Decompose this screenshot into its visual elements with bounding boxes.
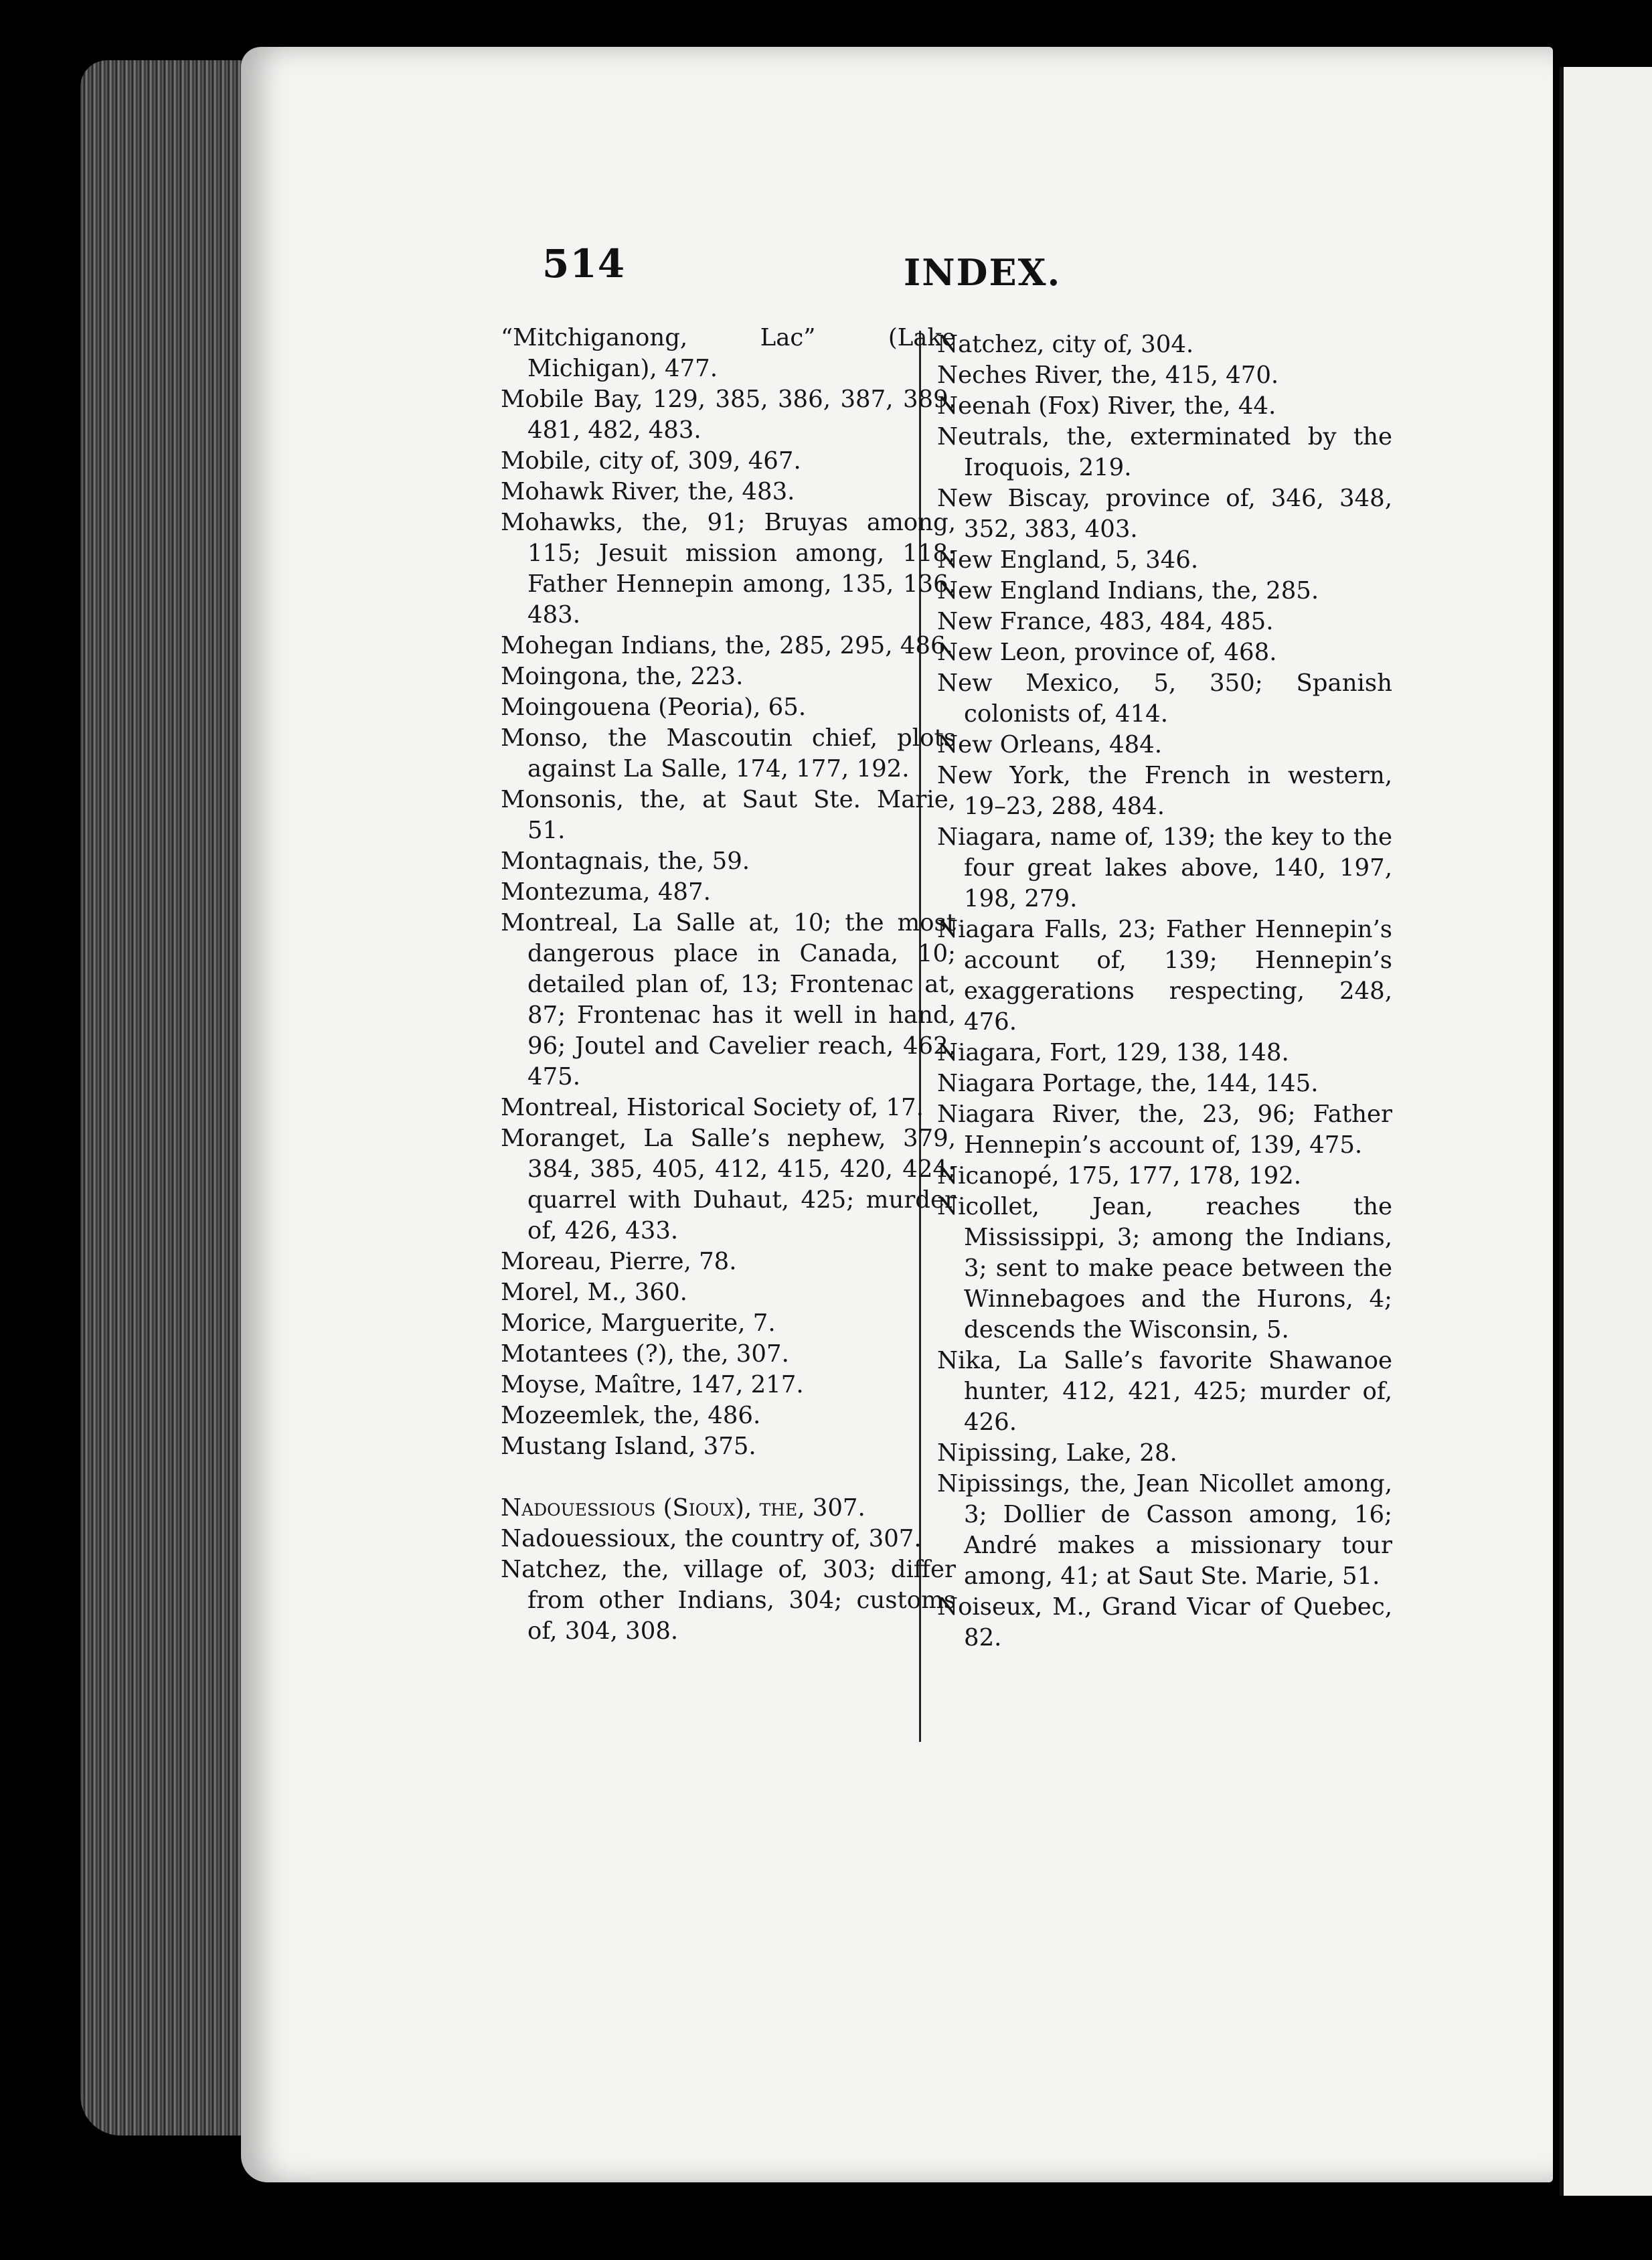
index-entry: Nipissings, the, Jean Nicollet among, 3; Dollier de Casson among, 16; André makes a missionary tour among, 41; at Saut Ste. Marie, 51. <box>937 1470 1392 1590</box>
index-entry: Niagara, name of, 139; the key to the four great lakes above, 140, 197, 198, 279. <box>937 823 1392 912</box>
index-entry: Natchez, city of, 304. <box>937 331 1194 358</box>
index-entry: Nadouessioux, the country of, 307. <box>501 1525 922 1552</box>
index-entry: Morel, M., 360. <box>501 1279 687 1306</box>
index-entry: New England Indians, the, 285. <box>937 577 1319 604</box>
index-entry: Moranget, La Salle’s nephew, 379, 384, 385, 405, 412, 415, 420, 424; quarrel with Duhaut, 425; murder of, 426, 433. <box>501 1125 956 1244</box>
index-entry: Niagara, Fort, 129, 138, 148. <box>937 1039 1289 1066</box>
index-entry: Neutrals, the, exterminated by the Iroquois, 219. <box>937 423 1392 481</box>
index-entry: Niagara Portage, the, 144, 145. <box>937 1070 1319 1097</box>
index-entry: Montezuma, 487. <box>501 878 711 906</box>
index-column-left <box>501 323 956 1647</box>
section-gap <box>501 1462 956 1493</box>
facing-page-edge <box>1560 67 1652 2196</box>
index-entry: Nipissing, Lake, 28. <box>937 1439 1177 1467</box>
index-entry: Mustang Island, 375. <box>501 1433 756 1460</box>
index-entry: Noiseux, M., Grand Vicar of Quebec, 82. <box>937 1593 1392 1651</box>
index-column-right <box>937 329 1392 1653</box>
index-entry: Mozeemlek, the, 486. <box>501 1402 761 1429</box>
book-edge <box>80 60 254 2135</box>
index-entry: New Leon, province of, 468. <box>937 639 1277 666</box>
index-entry: Nadouessious (Sioux), the, 307. <box>501 1494 865 1522</box>
index-entry: Mobile Bay, 129, 385, 386, 387, 389, 481, 482, 483. <box>501 386 956 444</box>
index-entry: Moingona, the, 223. <box>501 663 744 690</box>
index-entry: Motantees (?), the, 307. <box>501 1340 789 1368</box>
index-entry: Nika, La Salle’s favorite Shawanoe hunter, 412, 421, 425; murder of, 426. <box>937 1347 1392 1436</box>
index-entry: New Biscay, province of, 346, 348, 352, 383, 403. <box>937 485 1392 543</box>
index-entry: New Orleans, 484. <box>937 731 1163 758</box>
index-entry: Morice, Marguerite, 7. <box>501 1309 776 1337</box>
index-entry: New France, 483, 484, 485. <box>937 608 1274 635</box>
index-entry: Monsonis, the, at Saut Ste. Marie, 51. <box>501 786 956 844</box>
index-entry: Montreal, Historical Society of, 17. <box>501 1094 924 1121</box>
index-entry: Mohegan Indians, the, 285, 295, 486. <box>501 632 953 659</box>
index-entry: Niagara Falls, 23; Father Hennepin’s account of, 139; Hennepin’s exaggerations respecting, 248, 476. <box>937 916 1392 1036</box>
index-entry: “Mitchiganong, Lac” (Lake Michigan), 477. <box>501 324 956 382</box>
index-entry: Nicollet, Jean, reaches the Mississippi, 3; among the Indians, 3; sent to make peace between the Winnebagoes and the Hurons, 4; descends the Wisconsin, 5. <box>937 1193 1392 1344</box>
index-entry: Niagara River, the, 23, 96; Father Hennepin’s account of, 139, 475. <box>937 1101 1392 1159</box>
index-entry: Moyse, Maître, 147, 217. <box>501 1371 804 1398</box>
index-entry: Mobile, city of, 309, 467. <box>501 447 801 475</box>
index-entry: Moingouena (Peoria), 65. <box>501 694 807 721</box>
index-entry: Neches River, the, 415, 470. <box>937 361 1279 389</box>
index-entry: Mohawks, the, 91; Bruyas among, 115; Jesuit mission among, 118; Father Hennepin among, 135, 136, 483. <box>501 509 956 629</box>
index-entry: Mohawk River, the, 483. <box>501 478 795 505</box>
index-entry: Neenah (Fox) River, the, 44. <box>937 392 1276 420</box>
index-entry: New York, the French in western, 19–23, 288, 484. <box>937 762 1392 820</box>
running-head: INDEX. <box>904 251 1062 294</box>
index-entry: Nicanopé, 175, 177, 178, 192. <box>937 1162 1302 1190</box>
index-entry: Montreal, La Salle at, 10; the most dangerous place in Canada, 10; detailed plan of, 13; Frontenac at, 87; Frontenac has it well in hand, 96; Joutel and Cavelier reach, 462, 475. <box>501 909 956 1091</box>
index-entry: Moreau, Pierre, 78. <box>501 1248 737 1275</box>
index-entry: New England, 5, 346. <box>937 546 1199 574</box>
index-entry: Monso, the Mascoutin chief, plots against La Salle, 174, 177, 192. <box>501 724 956 783</box>
index-entry: New Mexico, 5, 350; Spanish colonists of, 414. <box>937 669 1392 728</box>
index-entry: Natchez, the, village of, 303; differ from other Indians, 304; customs of, 304, 308. <box>501 1556 956 1645</box>
index-entry: Montagnais, the, 59. <box>501 847 750 875</box>
page-number: 514 <box>542 241 626 287</box>
